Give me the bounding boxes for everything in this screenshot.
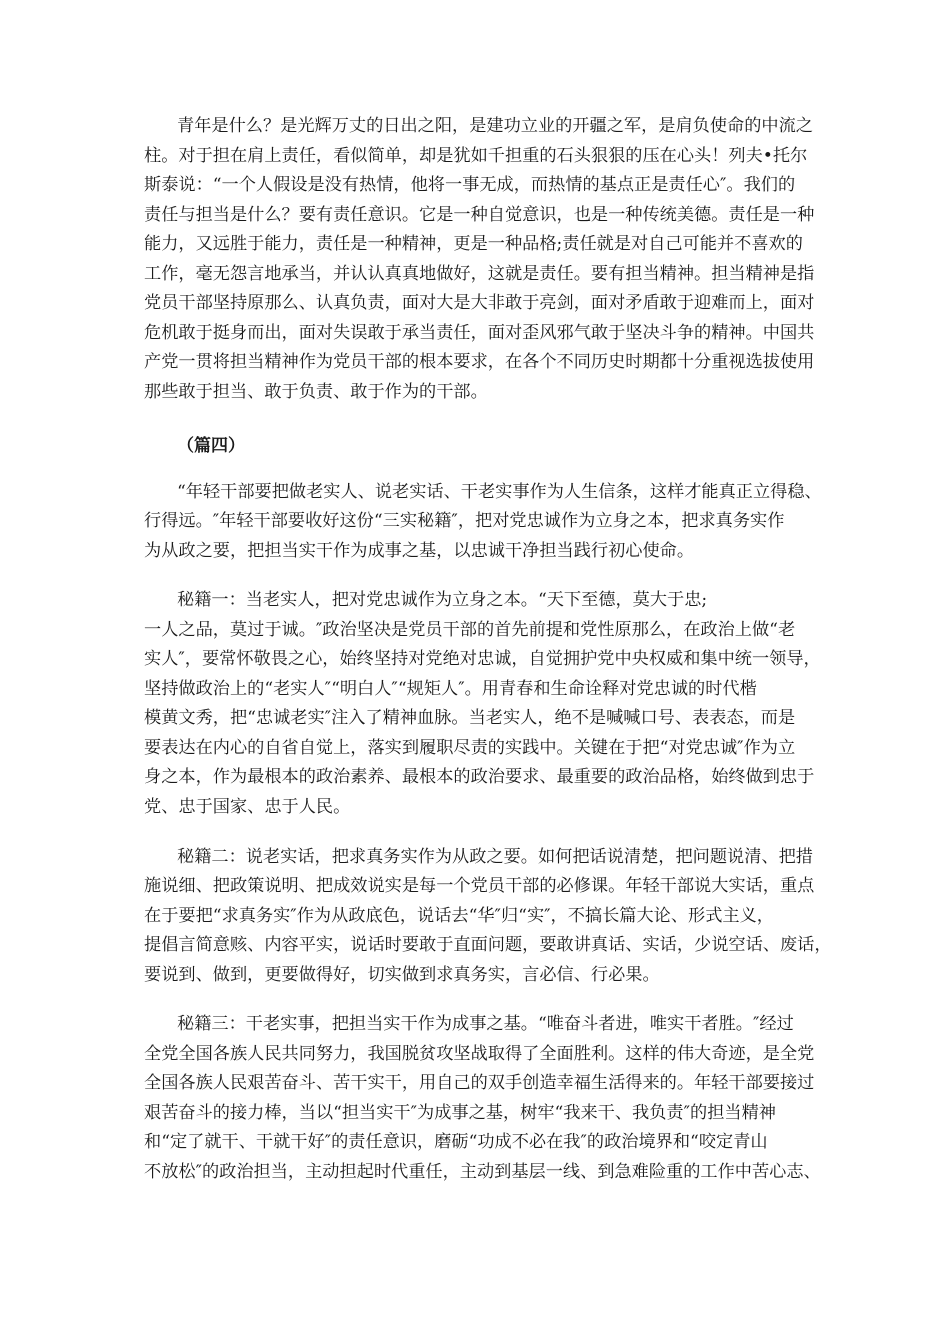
text-line: 为从政之要，把担当实干作为成事之基，以忠诚干净担当践行初心使命。: [144, 541, 695, 561]
text-line: 秘籍一：当老实人，把对党忠诚作为立身之本。“天下至德，莫大于忠;: [177, 590, 708, 610]
text-line: 不放松″的政治担当，主动担起时代重任，主动到基层一线、到急难险重的工作中苦心志、: [144, 1162, 821, 1182]
text-line: 模黄文秀，把“忠诚老实″注入了精神血脉。当老实人，绝不是喊喊口号、表表态，而是: [144, 708, 796, 728]
text-line: “年轻干部要把做老实人、说老实话、干老实事作为人生信条，这样才能真正立得稳、: [177, 482, 822, 502]
text-line: 秘籍二：说老实话，把求真务实作为从政之要。如何把话说清楚，把问题说清、把措: [177, 847, 813, 867]
text-line: 产党一贯将担当精神作为党员干部的根本要求，在各个不同历史时期都十分重视选拔使用: [144, 352, 815, 372]
text-line: 艰苦奋斗的接力棒，当以“担当实干″为成事之基，树牢“我来干、我负责″的担当精神: [144, 1103, 776, 1123]
text-line: 实人″，要常怀敬畏之心，始终坚持对党绝对忠诚，自觉拥护党中央权威和集中统一领导，: [144, 649, 821, 669]
text-line: 提倡言简意赅、内容平实，说话时要敢于直面问题，要敢讲真话、实话，少说空话、废话，: [144, 935, 832, 955]
text-line: 全党全国各族人民共同努力，我国脱贫攻坚战取得了全面胜利。这样的伟大奇迹，是全党: [144, 1044, 815, 1064]
text-line: 坚持做政治上的“老实人″“明白人″“规矩人″。用青春和生命诠释对党忠诚的时代楷: [144, 679, 757, 699]
text-line: 责任与担当是什么？要有责任意识。它是一种自觉意识，也是一种传统美德。责任是一种: [144, 205, 815, 225]
text-line: 和“定了就干、干就干好″的责任意识，磨砺“功成不必在我″的政治境界和“咬定青山: [144, 1132, 768, 1152]
text-line: 一人之品，莫过于诚。″政治坚决是党员干部的首先前提和党性原那么，在政治上做“老: [144, 620, 796, 640]
text-line: 身之本，作为最根本的政治素养、最根本的政治要求、最重要的政治品格，始终做到忠于: [144, 767, 815, 787]
text-line: 那些敢于担当、敢于负责、敢于作为的干部。: [144, 382, 488, 402]
text-line: 党员干部坚持原那么、认真负责，面对大是大非敢于亮剑，面对矛盾敢于迎难而上，面对: [144, 293, 815, 313]
text-line: 党、忠于国家、忠于人民。: [144, 797, 351, 817]
text-line: 要表达在内心的自省自觉上，落实到履职尽责的实践中。关键在于把“对党忠诚″作为立: [144, 738, 796, 758]
text-line: 青年是什么？是光辉万丈的日出之阳，是建功立业的开疆之军，是肩负使命的中流之: [177, 116, 813, 136]
text-line: 要说到、做到，更要做得好，切实做到求真务实，言必信、行必果。: [144, 965, 660, 985]
text-line: 行得远。″年轻干部要收好这份“三实秘籍″，把对党忠诚作为立身之本，把求真务实作: [144, 511, 785, 531]
text-line: 全国各族人民艰苦奋斗、苦干实干，用自己的双手创造幸福生活得来的。年轻干部要接过: [144, 1073, 815, 1093]
text-line: 斯泰说：“一个人假设是没有热情，他将一事无成，而热情的基点正是责任心″。我们的: [144, 175, 796, 195]
text-line: 危机敢于挺身而出，面对失误敢于承当责任，面对歪风邪气敢于坚决斗争的精神。中国共: [144, 323, 815, 343]
text-line: 能力，又远胜于能力，责任是一种精神，更是一种品格;责任就是对自己可能并不喜欢的: [144, 234, 803, 254]
text-line: 在于要把“求真务实″作为从政底色，说话去“华″归“实″，不搞长篇大论、形式主义，: [144, 906, 774, 926]
section-heading: （篇四）: [177, 436, 245, 456]
text-line: 秘籍三：干老实事，把担当实干作为成事之基。“唯奋斗者进，唯实干者胜。″经过: [177, 1014, 794, 1034]
text-line: 工作，毫无怨言地承当，并认认真真地做好，这就是责任。要有担当精神。担当精神是指: [144, 264, 815, 284]
text-line: 柱。对于担在肩上责任，看似简单，却是犹如千担重的石头狠狠的压在心头！列夫•托尔: [144, 146, 808, 166]
text-line: 施说细、把政策说明、把成效说实是每一个党员干部的必修课。年轻干部说大实话，重点: [144, 876, 815, 896]
